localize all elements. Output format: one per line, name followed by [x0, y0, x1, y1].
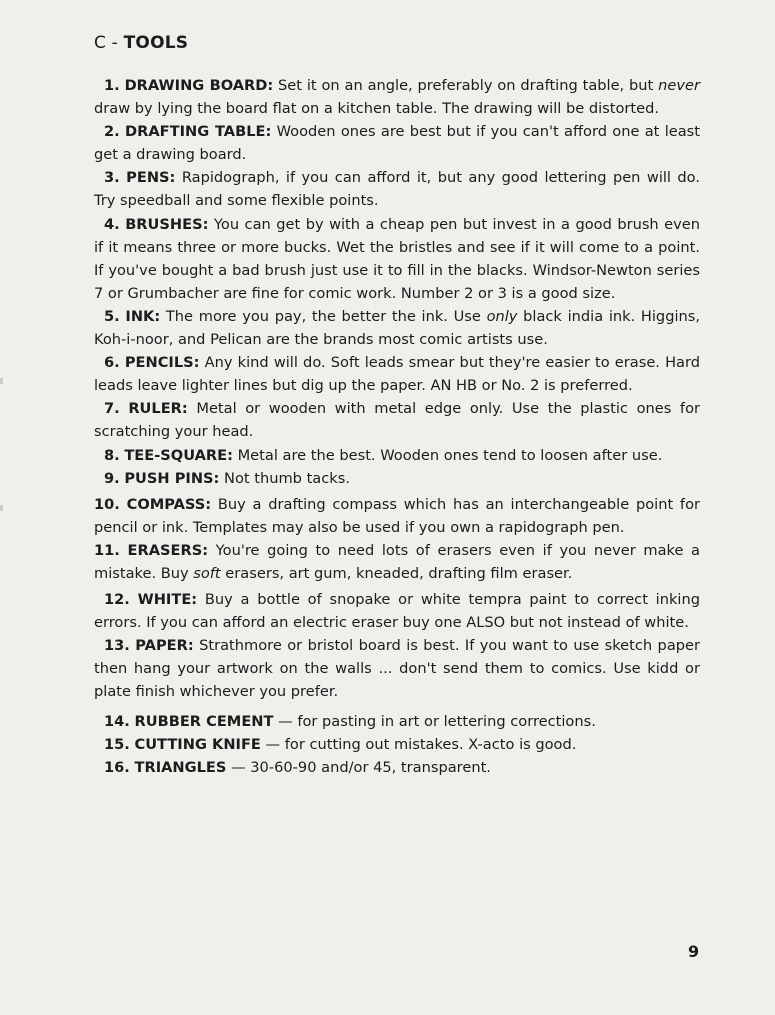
item-text: You're going to need lots of erasers even if you never make a mistake. Buy [94, 541, 700, 582]
item-number: 6. [104, 354, 120, 372]
item-text: — for pasting in art or lettering corrections. [273, 712, 596, 730]
item-text: The more you pay, the better the ink. Use [160, 307, 487, 325]
item-term: RULER: [128, 400, 188, 418]
item-term: DRAFTING TABLE: [125, 123, 272, 141]
item-number: 13. [104, 637, 130, 655]
list-item [94, 467, 700, 490]
item-number: 4. [104, 215, 120, 233]
item-text: Wooden ones are best but if you can't afford one at least get a drawing board. [94, 123, 700, 164]
list-item [94, 710, 700, 733]
binding-mark [0, 378, 3, 384]
item-text: — for cutting out mistakes. X-acto is good. [260, 735, 577, 753]
list-item [94, 733, 700, 756]
item-text-continued: black india ink. Higgins, Koh-i-noor, and Pelican are the brands most comic artists use. [94, 307, 701, 349]
item-number: 16. [104, 758, 130, 776]
section-heading: TOOLS [123, 33, 189, 53]
list-item [94, 166, 700, 212]
item-number: 11. [94, 541, 120, 559]
item-text: Set it on an angle, preferably on drafting table, but [273, 77, 659, 94]
list-item [94, 305, 700, 351]
item-text-continued: draw by lying the board flat on a kitchen table. The drawing will be distorted. [94, 100, 660, 118]
section-prefix: C - [94, 33, 124, 53]
item-number: 5. [104, 307, 120, 325]
item-number: 14. [104, 712, 130, 730]
item-term: PENS: [126, 169, 176, 187]
item-number: 12. [104, 591, 130, 609]
item-text: — 30-60-90 and/or 45, transparent. [226, 758, 491, 776]
item-number: 3. [104, 169, 120, 187]
tools-list [94, 74, 700, 779]
item-term: PENCILS: [124, 354, 200, 372]
item-text: Metal are the best. Wooden ones tend to loosen after use. [232, 446, 663, 464]
item-term: DRAWING BOARD: [124, 77, 274, 94]
item-number: 1. [104, 77, 120, 94]
item-term: COMPASS: [126, 495, 212, 513]
binding-mark [0, 505, 3, 511]
item-term: PUSH PINS: [124, 469, 220, 487]
item-emphasis: only [486, 307, 518, 325]
item-emphasis: soft [193, 564, 221, 582]
list-item [94, 444, 700, 467]
item-text: You can get by with a cheap pen but invest in a good brush even if it means three or more bucks. Wet the bristles and see if it will come to a point. If you've bought a bad brush just use it to fill in the blacks. Windsor-Newton series 7 or Grumbacher are fine for comic work. Number 2 or 3 is a good size. [94, 215, 700, 302]
item-text: Metal or wooden with metal edge only. Use the plastic ones for scratching your head. [94, 400, 700, 441]
item-text: Buy a drafting compass which has an interchangeable point for pencil or ink. Templates may also be used if you own a rapidograph pen. [94, 495, 700, 536]
list-item [94, 756, 700, 779]
item-text: Strathmore or bristol board is best. If you want to use sketch paper then hang your artwork on the walls ... don't send them to comics. Use kidd or plate finish whichever you prefer. [94, 637, 701, 701]
item-term: BRUSHES: [125, 215, 209, 233]
item-term: CUTTING KNIFE [134, 735, 261, 753]
item-number: 8. [104, 446, 120, 464]
item-number: 7. [104, 400, 120, 418]
item-number: 15. [104, 735, 130, 753]
page-number: 9 [688, 942, 700, 961]
list-item [94, 351, 700, 397]
item-term: TRIANGLES [134, 758, 227, 776]
item-number: 10. [94, 495, 120, 513]
list-item [94, 634, 700, 703]
item-text: Any kind will do. Soft leads smear but they're easier to erase. Hard leads leave lighter lines but dig up the paper. AN HB or No. 2 is preferred. [94, 354, 701, 395]
list-item [94, 74, 700, 120]
item-text: Buy a bottle of snopake or white tempra paint to correct inking errors. If you can afford an electric eraser buy one ALSO but not instead of white. [94, 591, 700, 632]
list-item [94, 588, 700, 634]
list-item [94, 213, 700, 305]
list-item [94, 120, 700, 166]
item-number: 2. [104, 123, 120, 141]
item-number: 9. [104, 469, 120, 487]
item-term: PAPER: [135, 637, 194, 655]
list-item [94, 397, 700, 443]
item-term: ERASERS: [127, 541, 209, 559]
item-term: INK: [125, 307, 161, 325]
list-item [94, 539, 700, 585]
item-emphasis: never [658, 77, 700, 94]
item-term: WHITE: [137, 591, 198, 609]
section-title [94, 33, 188, 53]
item-term: TEE-SQUARE: [124, 446, 233, 464]
item-text: Rapidograph, if you can afford it, but any good lettering pen will do. Try speedball and some flexible points. [94, 169, 700, 210]
item-text-continued: erasers, art gum, kneaded, drafting film eraser. [220, 564, 573, 582]
list-item [94, 493, 700, 539]
item-term: RUBBER CEMENT [134, 712, 274, 730]
item-text: Not thumb tacks. [219, 469, 350, 487]
